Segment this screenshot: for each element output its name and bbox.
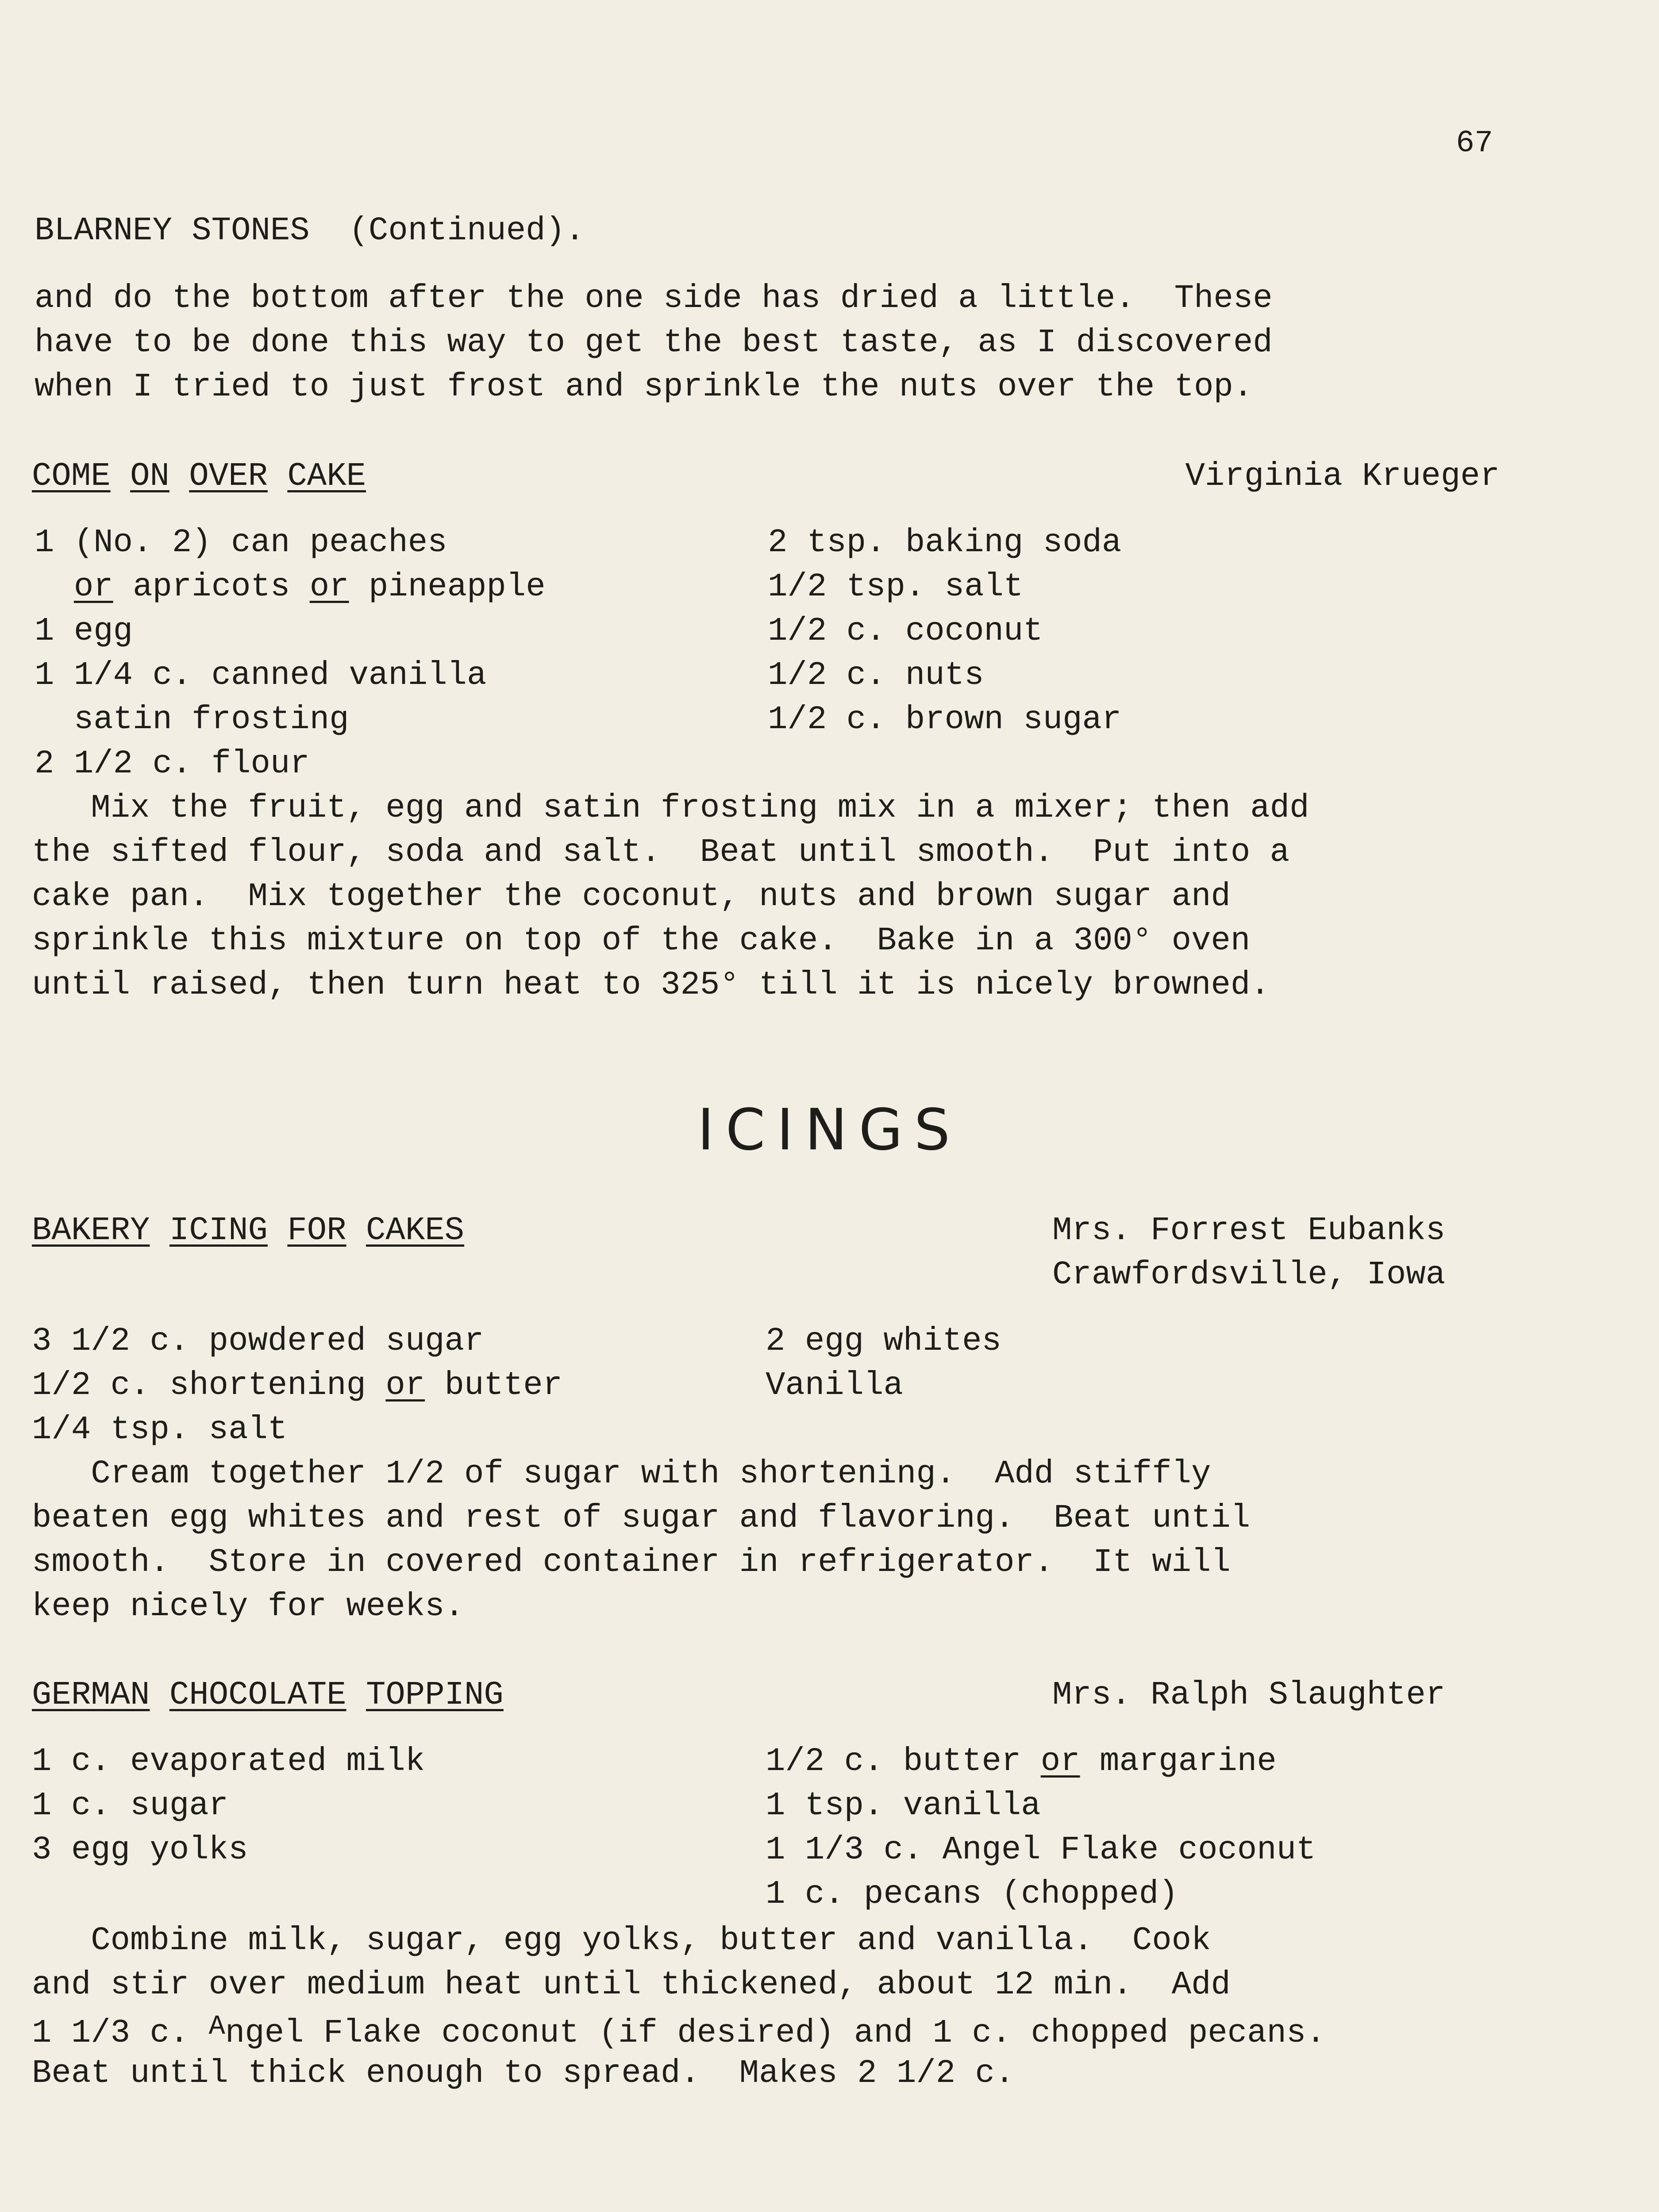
title-word: CHOCOLATE xyxy=(169,1677,346,1714)
direction-text: 1 1/3 c. xyxy=(32,2015,209,2052)
title-word: GERMAN xyxy=(32,1677,150,1714)
ingredient-text: margarine xyxy=(1080,1743,1277,1780)
title-word: ICING xyxy=(169,1212,268,1249)
title-word: TOPPING xyxy=(366,1677,504,1714)
direction-line: until raised, then turn heat to 325° till it is nicely browned. xyxy=(32,967,1270,1004)
direction-line: the sifted flour, soda and salt. Beat until smooth. Put into a xyxy=(32,834,1290,871)
ingredient: Vanilla xyxy=(766,1367,903,1404)
direction-line xyxy=(32,2013,1326,2050)
title-word: FOR xyxy=(287,1212,346,1249)
ingredient: 3 egg yolks xyxy=(32,1832,248,1869)
come-on-over-author: Virginia Krueger xyxy=(1185,458,1500,495)
ingredient: 1 egg xyxy=(35,613,133,650)
ingredient: 1 c. pecans (chopped) xyxy=(766,1876,1178,1913)
ingredient: satin frosting xyxy=(35,701,349,738)
ingredient: 1/2 tsp. salt xyxy=(768,568,1024,606)
direction-line: Cream together 1/2 of sugar with shortening. Add stiffly xyxy=(32,1455,1211,1493)
or-word: or xyxy=(309,568,349,606)
blarney-heading xyxy=(35,212,585,250)
or-word: or xyxy=(385,1367,425,1404)
ingredient-shortening-line xyxy=(32,1369,562,1402)
ingredient: 2 tsp. baking soda xyxy=(768,524,1122,561)
direction-line: cake pan. Mix together the coconut, nuts and brown sugar and xyxy=(32,878,1231,915)
direction-text: A xyxy=(208,2011,225,2042)
ingredient: 1/4 tsp. salt xyxy=(32,1411,288,1448)
ingredient: 3 1/2 c. powdered sugar xyxy=(32,1323,484,1360)
ingredient-or-line xyxy=(35,568,546,606)
ingredient-text: butter xyxy=(425,1367,563,1404)
direction-line: and stir over medium heat until thickened, about 12 min. Add xyxy=(32,1966,1231,2004)
ingredient: 1 1/3 c. Angel Flake coconut xyxy=(766,1832,1316,1869)
blarney-title: BLARNEY STONES xyxy=(35,212,310,250)
blarney-title-suffix: (Continued). xyxy=(309,212,585,250)
german-chocolate-title xyxy=(32,1679,504,1712)
ingredient: 2 egg whites xyxy=(766,1323,1001,1360)
or-word: or xyxy=(73,568,113,606)
direction-text: ngel Flake coconut (if desired) and 1 c. chopped pecans. xyxy=(225,2015,1326,2052)
ingredient: 1 1/4 c. canned vanilla xyxy=(35,657,487,694)
ingredient: 1 c. evaporated milk xyxy=(32,1743,425,1780)
direction-line: sprinkle this mixture on top of the cake. Bake in a 300° oven xyxy=(32,922,1251,960)
blarney-line-2: have to be done this way to get the best taste, as I discovered xyxy=(35,324,1273,361)
title-word: ON xyxy=(130,458,169,495)
german-chocolate-author: Mrs. Ralph Slaughter xyxy=(1052,1677,1446,1714)
ingredient: 1/2 c. coconut xyxy=(768,613,1043,650)
direction-line: Beat until thick enough to spread. Makes 2 1/2 c. xyxy=(32,2055,1015,2092)
bakery-icing-location: Crawfordsville, Iowa xyxy=(1052,1256,1446,1294)
blarney-line-3: when I tried to just frost and sprinkle the nuts over the top. xyxy=(35,369,1253,406)
blarney-line-1: and do the bottom after the one side has dried a little. These xyxy=(35,280,1273,317)
ingredient-butter-line xyxy=(766,1745,1277,1778)
direction-line: beaten egg whites and rest of sugar and flavoring. Beat until xyxy=(32,1500,1251,1537)
direction-line: Combine milk, sugar, egg yolks, butter and vanilla. Cook xyxy=(32,1922,1211,1959)
come-on-over-title xyxy=(32,460,366,493)
title-word: COME xyxy=(32,458,111,495)
direction-line: keep nicely for weeks. xyxy=(32,1588,464,1625)
bakery-icing-author: Mrs. Forrest Eubanks xyxy=(1052,1212,1446,1249)
ingredient: 1/2 c. nuts xyxy=(768,657,984,694)
ingredient-text: 1/2 c. shortening xyxy=(32,1367,386,1404)
ingredient: 1 (No. 2) can peaches xyxy=(35,524,447,561)
title-word: OVER xyxy=(189,458,268,495)
ingredient-text: apricots xyxy=(113,568,310,606)
page-number: 67 xyxy=(1456,126,1493,161)
ingredient-text: pineapple xyxy=(349,568,546,606)
direction-line: smooth. Store in covered container in refrigerator. It will xyxy=(32,1544,1231,1581)
ingredient: 1/2 c. brown sugar xyxy=(768,701,1122,738)
ingredient: 1 c. sugar xyxy=(32,1787,229,1824)
bakery-icing-title xyxy=(32,1214,464,1247)
title-word: CAKES xyxy=(366,1212,465,1249)
ingredient: 1 tsp. vanilla xyxy=(766,1787,1041,1824)
direction-line: Mix the fruit, egg and satin frosting mix in a mixer; then add xyxy=(32,790,1309,827)
ingredient: 2 1/2 c. flour xyxy=(35,745,310,783)
section-title: ICINGS xyxy=(697,1097,962,1163)
ingredient-text: 1/2 c. butter xyxy=(766,1743,1041,1780)
or-word: or xyxy=(1040,1743,1080,1780)
title-word: BAKERY xyxy=(32,1212,150,1249)
title-word: CAKE xyxy=(287,458,366,495)
